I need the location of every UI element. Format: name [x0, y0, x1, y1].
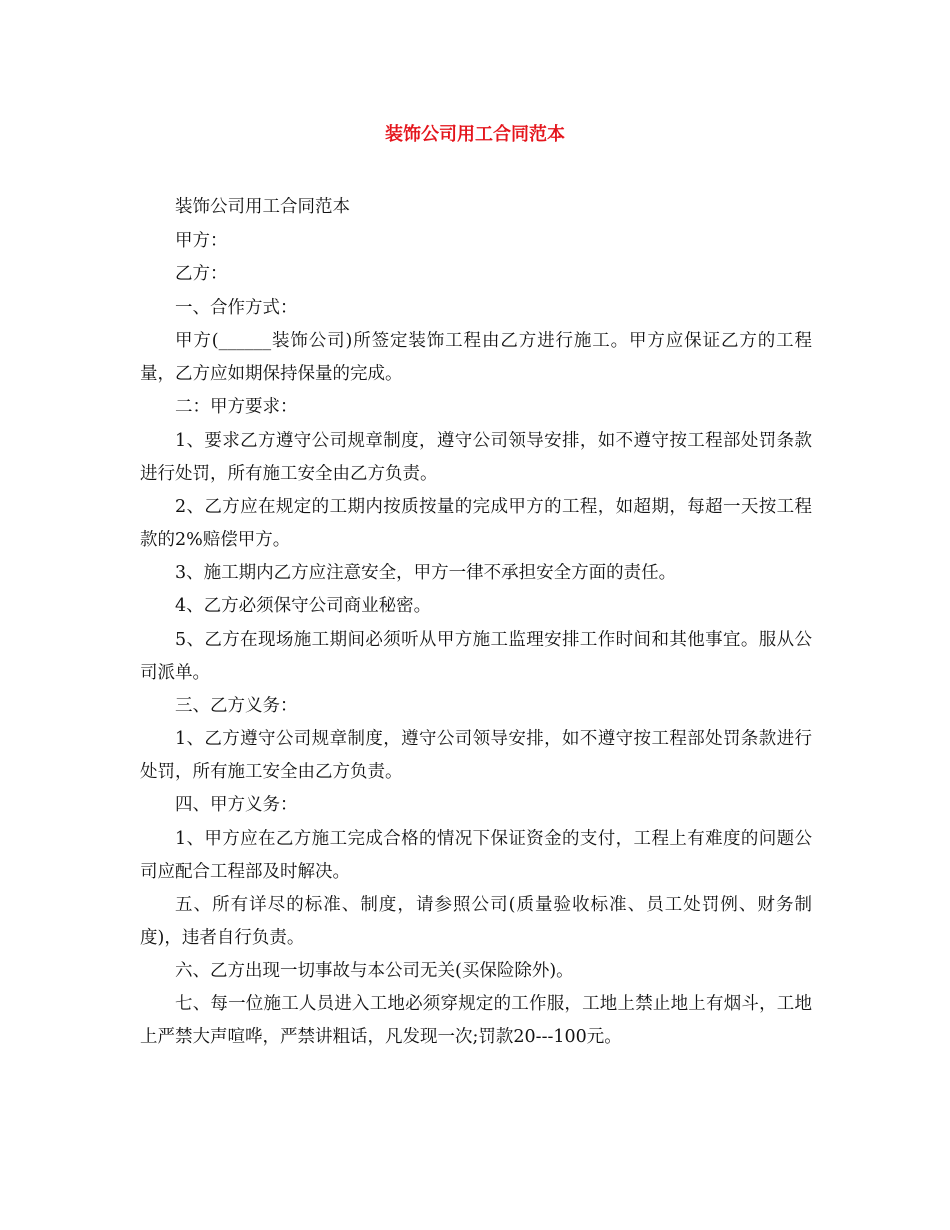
- requirement-item-2: 2、乙方应在规定的工期内按质按量的完成甲方的工程，如超期，每超一天按工程款的2%赔偿甲方。: [140, 496, 812, 550]
- requirement-item-1: 1、要求乙方遵守公司规章制度，遵守公司领导安排，如不遵守按工程部处罚条款进行处罚，所有施工安全由乙方负责。: [140, 430, 812, 484]
- section-accidents: 六、乙方出现一切事故与本公司无关(买保险除外)。: [175, 960, 574, 981]
- document-body: [140, 191, 812, 1054]
- paragraph-party-b: 乙方：: [175, 264, 228, 284]
- obligation-b-item-1: 1、乙方遵守公司规章制度，遵守公司领导安排，如不遵守按工程部处罚条款进行处罚，所有施工安全由乙方负责。: [140, 729, 812, 782]
- section-standards: 五、所有详尽的标准、制度，请参照公司(质量验收标准、员工处罚例、财务制度)，违者自行负责。: [140, 894, 812, 948]
- obligation-a-item-1: 1、甲方应在乙方施工完成合格的情况下保证资金的支付，工程上有难度的问题公司应配合工程部及时解决。: [140, 828, 812, 882]
- requirement-item-4: 4、乙方必须保守公司商业秘密。: [175, 596, 432, 616]
- paragraph-party-a: 甲方：: [175, 230, 228, 251]
- requirement-item-3: 3、施工期内乙方应注意安全，甲方一律不承担安全方面的责任。: [175, 562, 677, 583]
- section-party-b-obligations: 三、乙方义务：: [175, 695, 298, 716]
- section-site-rules: 七、每一位施工人员进入工地必须穿规定的工作服，工地上禁止地上有烟斗，工地上严禁大声喧哗，严禁讲粗话，凡发现一次;罚款20---100元。: [140, 994, 812, 1047]
- section-cooperation: 一、合作方式：: [175, 297, 298, 318]
- section-party-a-requirements: 二：甲方要求：: [175, 397, 298, 417]
- document-title: 装饰公司用工合同范本: [385, 124, 565, 145]
- section-party-a-obligations: 四、甲方义务：: [175, 795, 298, 815]
- requirement-item-5: 5、乙方在现场施工期间必须听从甲方施工监理安排工作时间和其他事宜。服从公司派单。: [140, 629, 812, 683]
- paragraph-cooperation: 甲方(______装饰公司)所签定装饰工程由乙方进行施工。甲方应保证乙方的工程量，乙方应如期保持保量的完成。: [140, 331, 812, 384]
- paragraph-heading: 装饰公司用工合同范本: [175, 197, 350, 217]
